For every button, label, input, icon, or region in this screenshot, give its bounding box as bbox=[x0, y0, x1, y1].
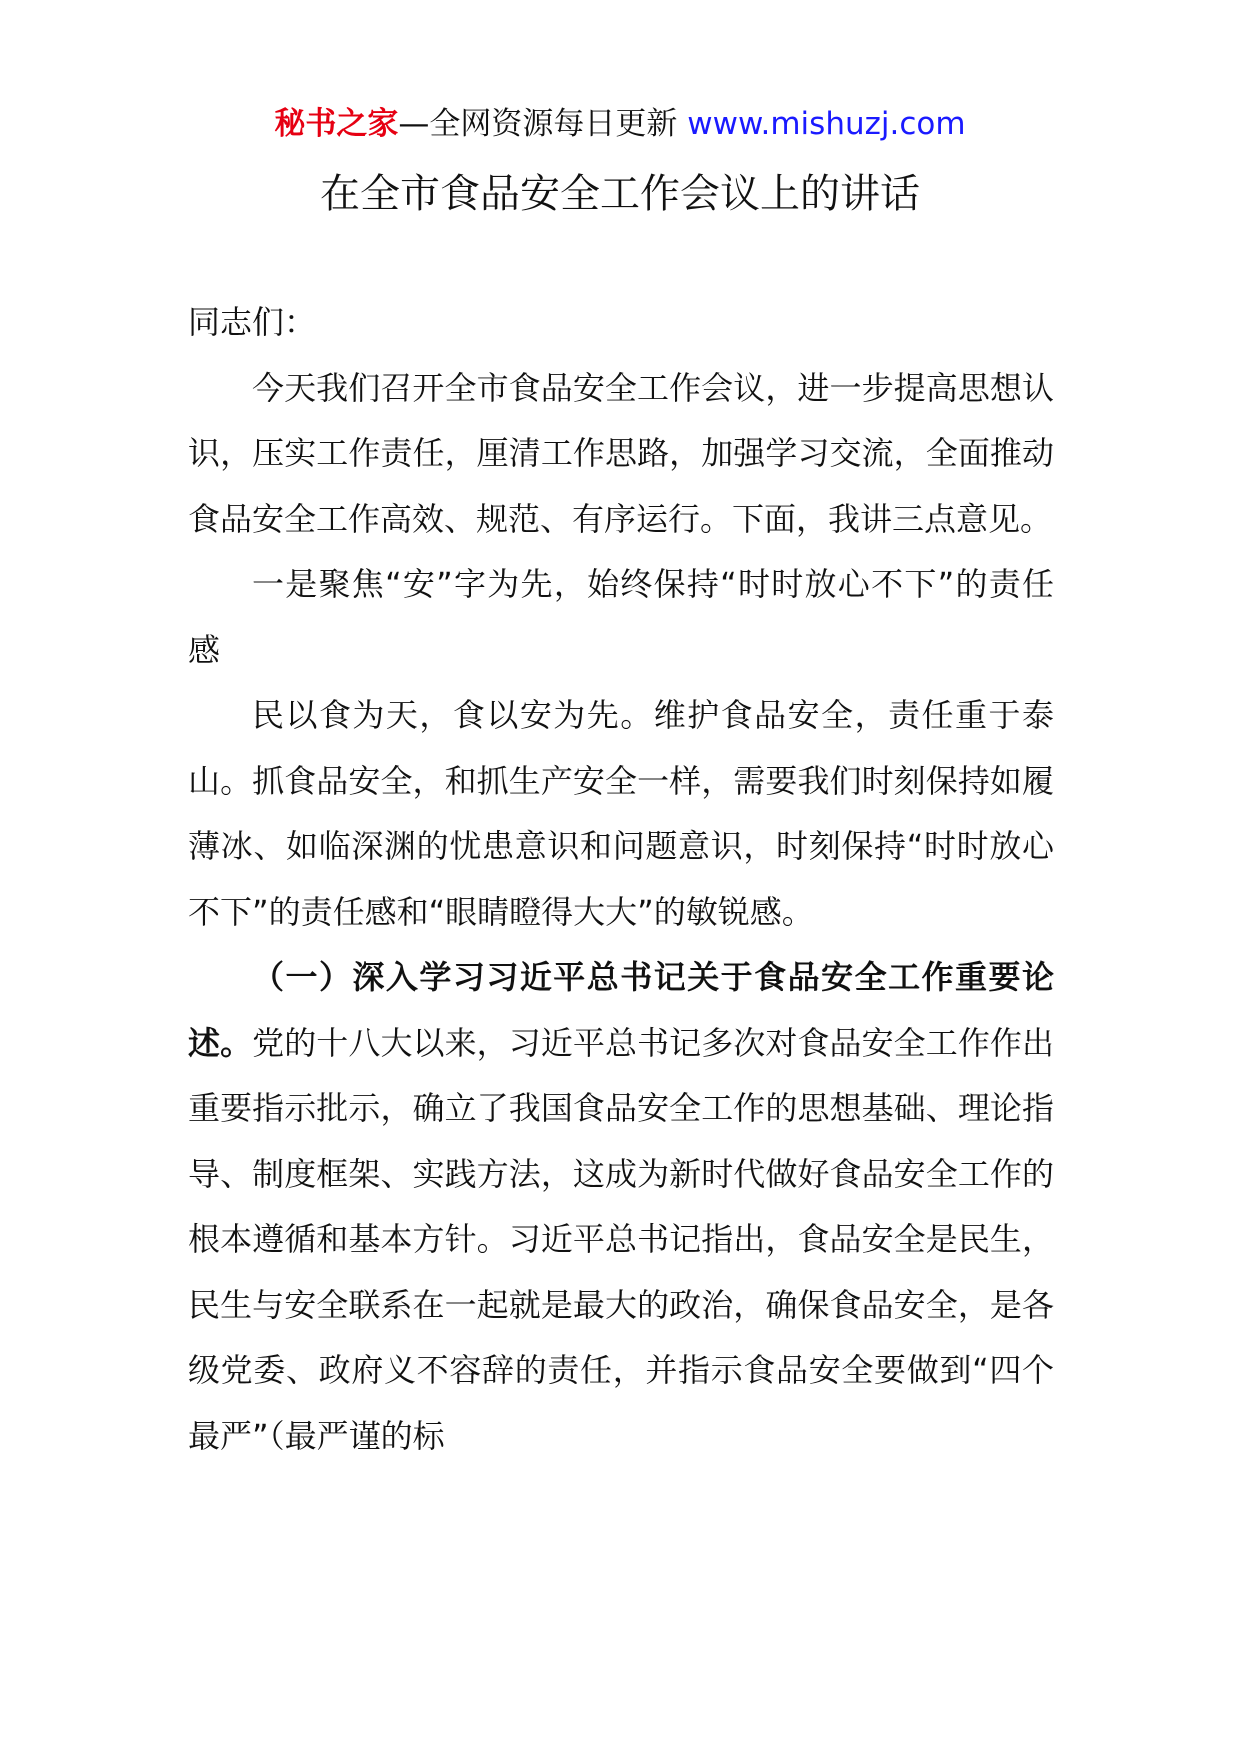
site-url-link[interactable]: www.mishuzj.com bbox=[687, 106, 966, 142]
salutation: 同志们： bbox=[188, 303, 317, 341]
header-tagline: —全网资源每日更新 bbox=[398, 106, 688, 142]
subsection-paragraph bbox=[188, 945, 1054, 1469]
section-heading: 一是聚焦“安”字为先，始终保持“时时放心不下”的责任感 bbox=[188, 565, 1054, 669]
subsection-body: 党的十八大以来，习近平总书记多次对食品安全工作作出重要指示批示，确立了我国食品安全工作的思想基础、理论指导、制度框架、实践方法，这成为新时代做好食品安全工作的根本遵循和基本方针。习近平总书记指出，食品安全是民生，民生与安全联系在一起就是最大的政治，确保食品安全，是各级党委、政府义不容辞的责任，并指示食品安全要做到“四个最严”（最严谨的标 bbox=[188, 1023, 1054, 1455]
subsection-heading: （一）深入学习习近平总书记关于食品安全工作重要论述。 bbox=[188, 958, 1054, 1062]
site-header bbox=[0, 102, 1240, 146]
brand-name: 秘书之家 bbox=[274, 106, 399, 142]
intro-paragraph: 今天我们召开全市食品安全工作会议，进一步提高思想认识，压实工作责任，厘清工作思路，加强学习交流，全面推动食品安全工作高效、规范、有序运行。下面，我讲三点意见。 bbox=[188, 368, 1054, 538]
document-body bbox=[188, 290, 1054, 1469]
document-title: 在全市食品安全工作会议上的讲话 bbox=[320, 171, 920, 217]
section-paragraph: 民以食为天，食以安为先。维护食品安全，责任重于泰山。抓食品安全，和抓生产安全一样，需要我们时刻保持如履薄冰、如临深渊的忧患意识和问题意识，时刻保持“时时放心不下”的责任感和“眼睛瞪得大大”的敏锐感。 bbox=[188, 696, 1054, 931]
